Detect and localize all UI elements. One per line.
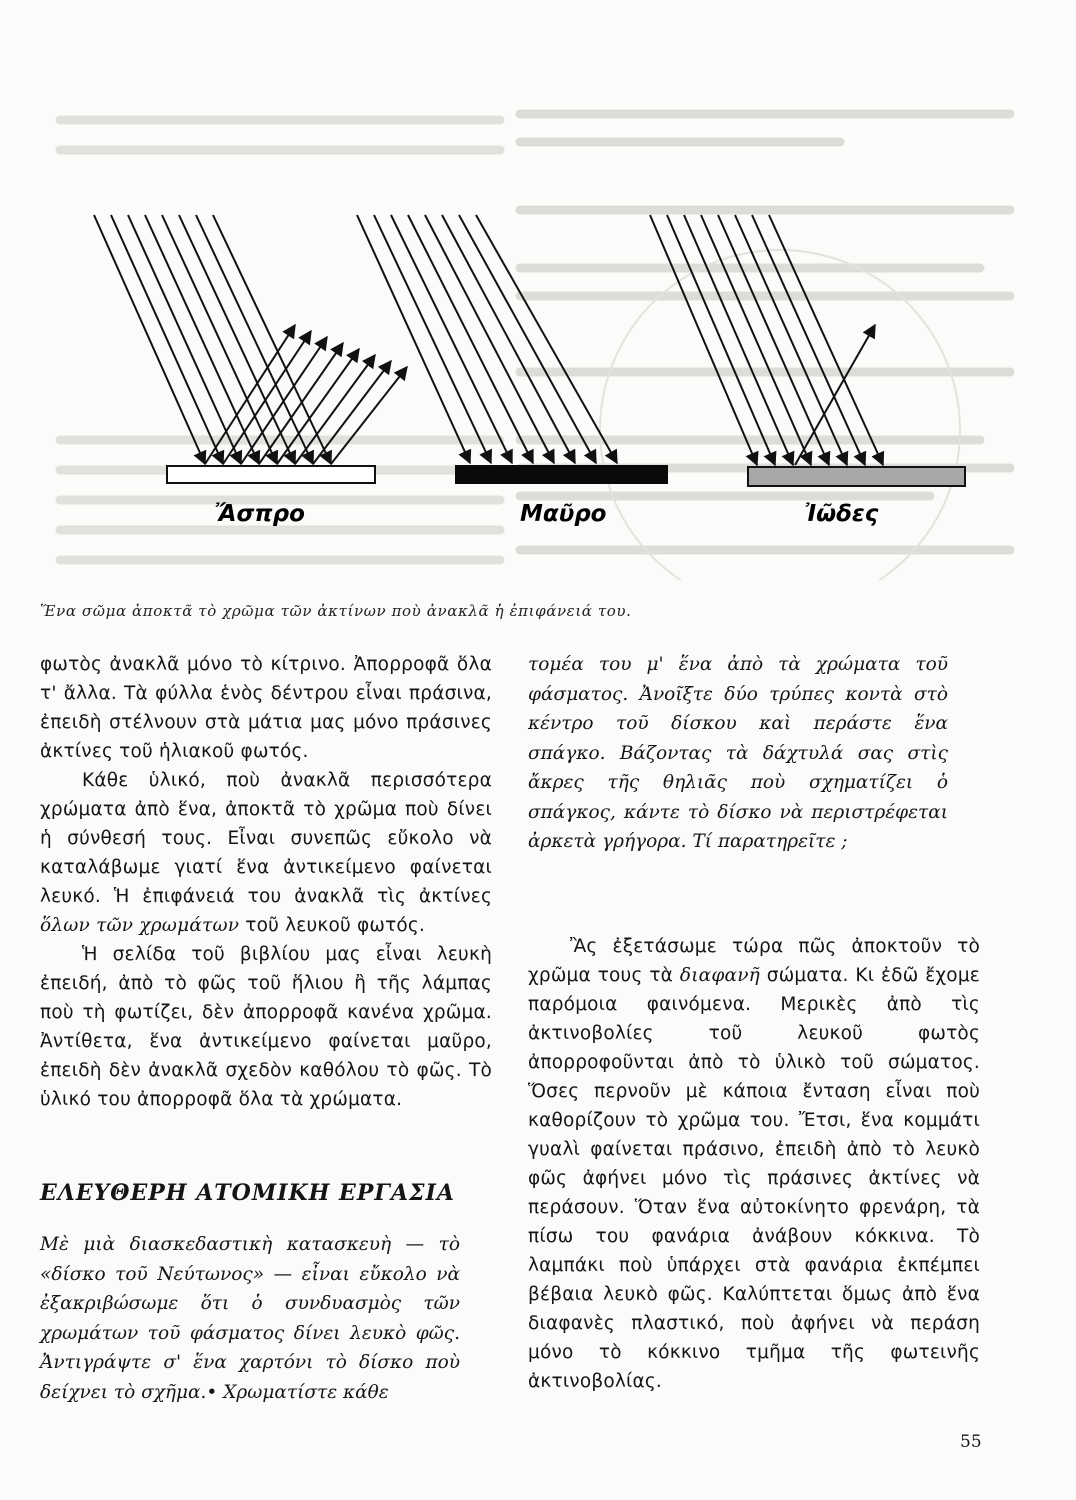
incident-ray bbox=[196, 215, 313, 464]
white-surface-label: Ἄσπρο bbox=[215, 501, 305, 527]
incident-ray bbox=[145, 215, 259, 464]
figure-caption: Ἕνα σῶμα ἀποκτᾶ τὸ χρῶμα τῶν ἀκτίνων ποὺ ἀνακλᾶ ἡ ἐπιφάνειά του. bbox=[40, 602, 632, 620]
incident-ray bbox=[94, 215, 205, 464]
incident-ray bbox=[735, 215, 847, 465]
left-column bbox=[40, 650, 492, 1114]
black-surface-label: Μαῦρο bbox=[520, 501, 607, 527]
paragraph-4 bbox=[528, 932, 980, 1396]
incident-ray bbox=[684, 215, 793, 465]
reflected-ray bbox=[295, 355, 375, 464]
incident-ray bbox=[667, 215, 775, 465]
paragraph-2-emphasis: ὅλων τῶν χρωμάτων bbox=[40, 915, 240, 936]
white-surface bbox=[167, 466, 375, 483]
incident-ray bbox=[374, 215, 491, 463]
white-surface-rays bbox=[94, 215, 407, 464]
project-text bbox=[40, 1230, 460, 1407]
right-column bbox=[528, 650, 948, 857]
incident-ray bbox=[459, 215, 596, 463]
incident-ray bbox=[718, 215, 829, 465]
project-continuation: τομέα του μ' ἕνα ἀπὸ τὰ χρώματα τοῦ φάσματος. Ἀνοῖξτε δύο τρύπες κοντὰ στὸ κέντρο τοῦ δίσκου καὶ περάστε ἕνα σπάγκο. Βάζοντας τὰ δάχτυλά σας στὶς ἄκρες τῆς θηλιᾶς ποὺ σχηματίζει ὁ σπάγκος, κάντε τὸ δίσκο νὰ περιστρέφεται ἀρκετὰ γρήγορα. Τί παρατηρεῖτε ; bbox=[528, 654, 948, 852]
incident-ray bbox=[425, 215, 554, 463]
paragraph-2-text-a: Κάθε ὑλικό, ποὺ ἀνακλᾶ περισσότερα χρώματα ἀπὸ ἕνα, ἀποκτᾶ τὸ χρῶμα ποὺ δίνει ἡ σύνθεσή τους. Εἶναι συνεπῶς εὔκολο νὰ καταλάβωμε γιατί ἕνα ἀντικείμενο φαίνεται λευκό. Ἡ ἐπιφάνειά του ἀνακλᾶ τὶς ἀκτίνες bbox=[40, 770, 492, 907]
incident-ray bbox=[111, 215, 223, 464]
transparent-bodies-section bbox=[528, 932, 980, 1396]
paragraph-4-emphasis: διαφανῆ bbox=[679, 965, 760, 986]
incident-ray bbox=[650, 215, 757, 465]
incident-ray bbox=[213, 215, 331, 464]
black-surface-rays bbox=[357, 215, 617, 463]
incident-ray bbox=[179, 215, 295, 464]
incident-ray bbox=[357, 215, 470, 463]
incident-ray bbox=[752, 215, 865, 465]
incident-ray bbox=[391, 215, 512, 463]
reflected-violet-ray bbox=[795, 325, 875, 465]
incident-ray bbox=[408, 215, 533, 463]
paragraph-4-text-a: Ἂς ἐξετάσωμε τώρα πῶς ἀποκτοῦν τὸ χρῶμα τους τὰ bbox=[528, 936, 980, 986]
incident-ray bbox=[442, 215, 575, 463]
section-heading: ΕΛΕΥΘΕΡΗ ΑΤΟΜΙΚΗ ΕΡΓΑΣΙΑ bbox=[40, 1180, 455, 1206]
paragraph-4-text-b: σώματα. Κι ἐδῶ ἔχομε παρόμοια φαινόμενα. Μερικὲς ἀπὸ τὶς ἀκτινοβολίες τοῦ λευκοῦ φωτὸς ἀπορροφοῦνται ἀπὸ τὸ ὑλικὸ τοῦ σώματος. Ὅσες περνοῦν μὲ κάποια ἔνταση εἶναι ποὺ καθορίζουν τὸ χρῶμα του. Ἔτσι, ἕνα κομμάτι γυαλὶ φαίνεται πράσινο, ἐπειδὴ ἀπὸ τὸ λευκὸ φῶς ἀφήνει μόνο τὶς πράσινες ἀκτίνες νὰ περάσουν. Ὅταν ἕνα αὐτοκίνητο φρενάρη, τὰ πίσω του φανάρια ἀνάβουν κόκκινα. Τὸ λαμπάκι ποὺ ὑπάρχει στὰ φανάρια ἐκπέμπει βέβαια λευκὸ φῶς. Καλύπτεται ὅμως ἀπὸ ἕνα διαφανὲς πλαστικό, ποὺ ἀφήνει νὰ περάση μόνο τὸ κόκκινο τμῆμα τῆς φωτεινῆς ἀκτινοβολίας. bbox=[528, 965, 980, 1392]
violet-surface-rays bbox=[650, 215, 883, 465]
incident-ray bbox=[162, 215, 277, 464]
paragraph-3: Ἡ σελίδα τοῦ βιβλίου μας εἶναι λευκὴ ἐπειδή, ἀπὸ τὸ φῶς τοῦ ἥλιου ἢ τῆς λάμπας ποὺ τὴ φωτίζει, δὲν ἀπορροφᾶ κανένα χρῶμα. Ἀντίθετα, ἕνα ἀντικείμενο φαίνεται μαῦρο, ἐπειδὴ δὲν ἀνακλᾶ σχεδὸν καθόλου τὸ φῶς. Τὸ ὑλικό του ἀπορροφᾶ ὅλα τὰ χρώματα. bbox=[40, 944, 492, 1110]
incident-ray bbox=[128, 215, 241, 464]
paragraph-2-text-b: τοῦ λευκοῦ φωτός. bbox=[239, 915, 426, 936]
incident-ray bbox=[476, 215, 617, 463]
reflected-ray bbox=[331, 367, 407, 464]
paragraph-2 bbox=[40, 766, 492, 940]
violet-surface-label: Ἰῶδες bbox=[805, 501, 879, 527]
reflection-diagram bbox=[0, 0, 1076, 600]
project-paragraph: Μὲ μιὰ διασκεδαστικὴ κατασκευὴ — τὸ «δίσκο τοῦ Νεύτωνος» — εἶναι εὔκολο νὰ ἐξακριβώσωμε ὅτι ὁ συνδυασμὸς τῶν χρωμάτων τοῦ φάσματος δίνει λευκὸ φῶς. Ἀντιγράψτε σ' ἕνα χαρτόνι τὸ δίσκο ποὺ δείχνει τὸ σχῆμα.• Χρωματίστε κάθε bbox=[40, 1234, 460, 1403]
reflected-ray bbox=[277, 349, 359, 464]
violet-surface bbox=[748, 467, 965, 486]
black-surface bbox=[455, 465, 668, 484]
page-number: 55 bbox=[960, 1432, 982, 1452]
incident-ray bbox=[701, 215, 811, 465]
paragraph-1: φωτὸς ἀνακλᾶ μόνο τὸ κίτρινο. Ἀπορροφᾶ ὅλα τ' ἄλλα. Τὰ φύλλα ἑνὸς δέντρου εἶναι πράσινα, ἐπειδὴ στέλνουν στὰ μάτια μας μόνο πράσινες ἀκτίνες τοῦ ἡλιακοῦ φωτός. bbox=[40, 654, 492, 762]
